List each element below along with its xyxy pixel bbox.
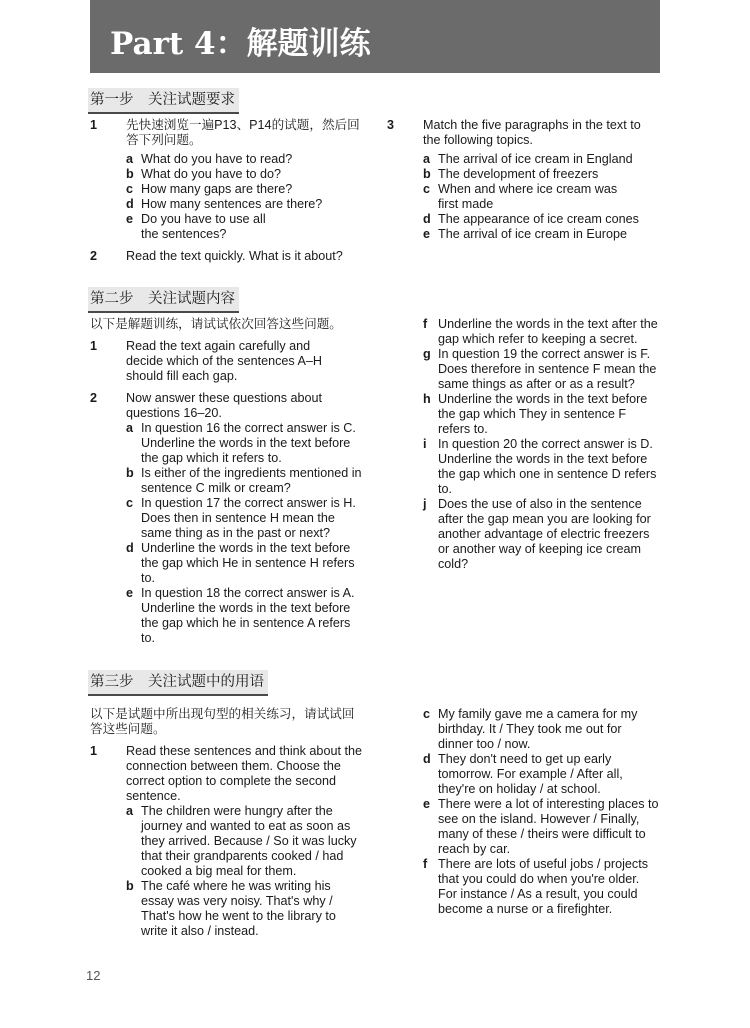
step2-heading: 第二步 关注试题内容 [88,287,239,311]
sub-item: d They don't need to get up early tomorrow. For example / After all, they're on holiday / at school. [423,752,623,796]
sub-item: f There are lots of useful jobs / projects that you could do when you're older. For instance / As a result, you could become a nurse or a firefighter. [423,857,648,916]
sub-item: c How many gaps are there? [126,182,293,196]
question-text: 先快速浏览一遍P13、P14的试题，然后回答下列问题。 [126,118,360,147]
step2-left-column [90,317,362,653]
sub-item: c My family gave me a camera for my birthday. It / They took me out for dinner too / now. [423,707,638,751]
step1-heading: 第一步 关注试题要求 [88,88,239,112]
sub-item: b Is either of the ingredients mentioned in sentence C milk or cream? [126,466,362,495]
sub-item: d The appearance of ice cream cones [423,212,639,226]
step3-left-column [90,707,362,946]
question-text: Read these sentences and think about the connection between them. Choose the correct option to complete the second sentence. [126,744,362,803]
sub-item: d How many sentences are there? [126,197,323,211]
sub-item: b The café where he was writing his essay was very noisy. That's why / That's how he went to the library to write it also / instead. [126,879,336,938]
question-item: 3 Match the five paragraphs in the text to the following topics. a The arrival of ice cream in England b The development of freezers c When and where ice cream was first made d The appearance of ice cream cones e The arrival of ice cream in Europe [387,118,659,242]
sub-item: e There were a lot of interesting places to see on the island. However / Finally, many of these / theirs were difficult to reach by car. [423,797,659,856]
question-text: Match the five paragraphs in the text to the following topics. [423,118,641,147]
sub-item: a The children were hungry after the journey and wanted to eat as soon as they arrived. Because / So it was lucky that their grandparents cooked / had cooked a big meal for them. [126,804,357,878]
sub-item: d Underline the words in the text before the gap which He in sentence H refers to. [126,541,355,585]
sub-item: e The arrival of ice cream in Europe [423,227,627,241]
part-title: Part 4：解题训练 [110,26,371,62]
step3-heading: 第三步 关注试题中的用语 [88,670,268,694]
part-banner [90,0,660,73]
question-text: Read the text again carefully and decide which of the sentences A–H should fill each gap. [126,339,323,383]
step1-left-column [90,118,362,271]
step2-intro: 以下是解题训练，请试试依次回答这些问题。 [90,317,342,331]
question-item: 1 Read the text again carefully and decide which of the sentences A–H should fill each gap. [90,339,362,384]
sub-item: c In question 17 the correct answer is H. Does then in sentence H mean the same thing as in the past or next? [126,496,356,540]
sub-item: b What do you have to do? [126,167,282,181]
question-item: 2 Now answer these questions about questions 16–20. a In question 16 the correct answer is C. Underline the words in the text before the gap which it refers to. b Is either of the ingredients mentioned in sentence C milk or cream? c In question 17 the correct answer is H. Does then in sentence H mean the same thing as in the past or next? d Underline the words in the text before the gap which He in sentence H refers to. e In question 18 the correct answer is A. Underline the words in the text before the gap which he in sentence A refers to. [90,391,362,645]
question-text: Now answer these questions about questions 16–20. [126,391,323,420]
sub-item: g In question 19 the correct answer is F. Does therefore in sentence F mean the same things as after or as a result? [423,347,657,391]
sub-item: c When and where ice cream was first made [423,182,618,211]
sub-item: e Do you have to use all the sentences? [126,212,266,241]
sub-item: a The arrival of ice cream in England [423,152,633,166]
question-text: Read the text quickly. What is it about? [126,249,343,263]
sub-item: i In question 20 the correct answer is D. Underline the words in the text before the gap which one in sentence D refers to. [423,437,657,496]
page-number: 12 [86,968,101,983]
sub-item: a In question 16 the correct answer is C. Underline the words in the text before the gap which it refers to. [126,421,356,465]
question-item: 1 Read these sentences and think about the connection between them. Choose the correct option to complete the second sentence. a The children were hungry after the journey and wanted to eat as soon as they arrived. Because / So it was lucky that their grandparents cooked / had cooked a big meal for them. b The café where he was writing his essay was very noisy. That's why / That's how he went to the library to write it also / instead. [90,744,362,938]
sub-item: a What do you have to read? [126,152,293,166]
sub-item: e In question 18 the correct answer is A. Underline the words in the text before the gap which he in sentence A refers to. [126,586,355,645]
step3-right-column [387,707,659,917]
sub-item: h Underline the words in the text before the gap which They in sentence F refers to. [423,392,648,436]
step1-right-column [387,118,659,249]
step3-intro: 以下是试题中所出现句型的相关练习，请试试回答这些问题。 [90,707,355,736]
step2-right-column [387,317,659,572]
question-item: 2 Read the text quickly. What is it about? [90,249,362,264]
sub-item: j Does the use of also in the sentence after the gap mean you are looking for another advantage of electric freezers or another way of keeping ice cream cold? [423,497,651,571]
sub-item: f Underline the words in the text after the gap which refer to keeping a secret. [423,317,658,346]
sub-item: b The development of freezers [423,167,599,181]
question-item: 1 先快速浏览一遍P13、P14的试题，然后回答下列问题。 a What do you have to read? b What do you have to do? c How many gaps are there? d How many sentences are there? e Do you have to use all the sentences? [90,118,362,242]
